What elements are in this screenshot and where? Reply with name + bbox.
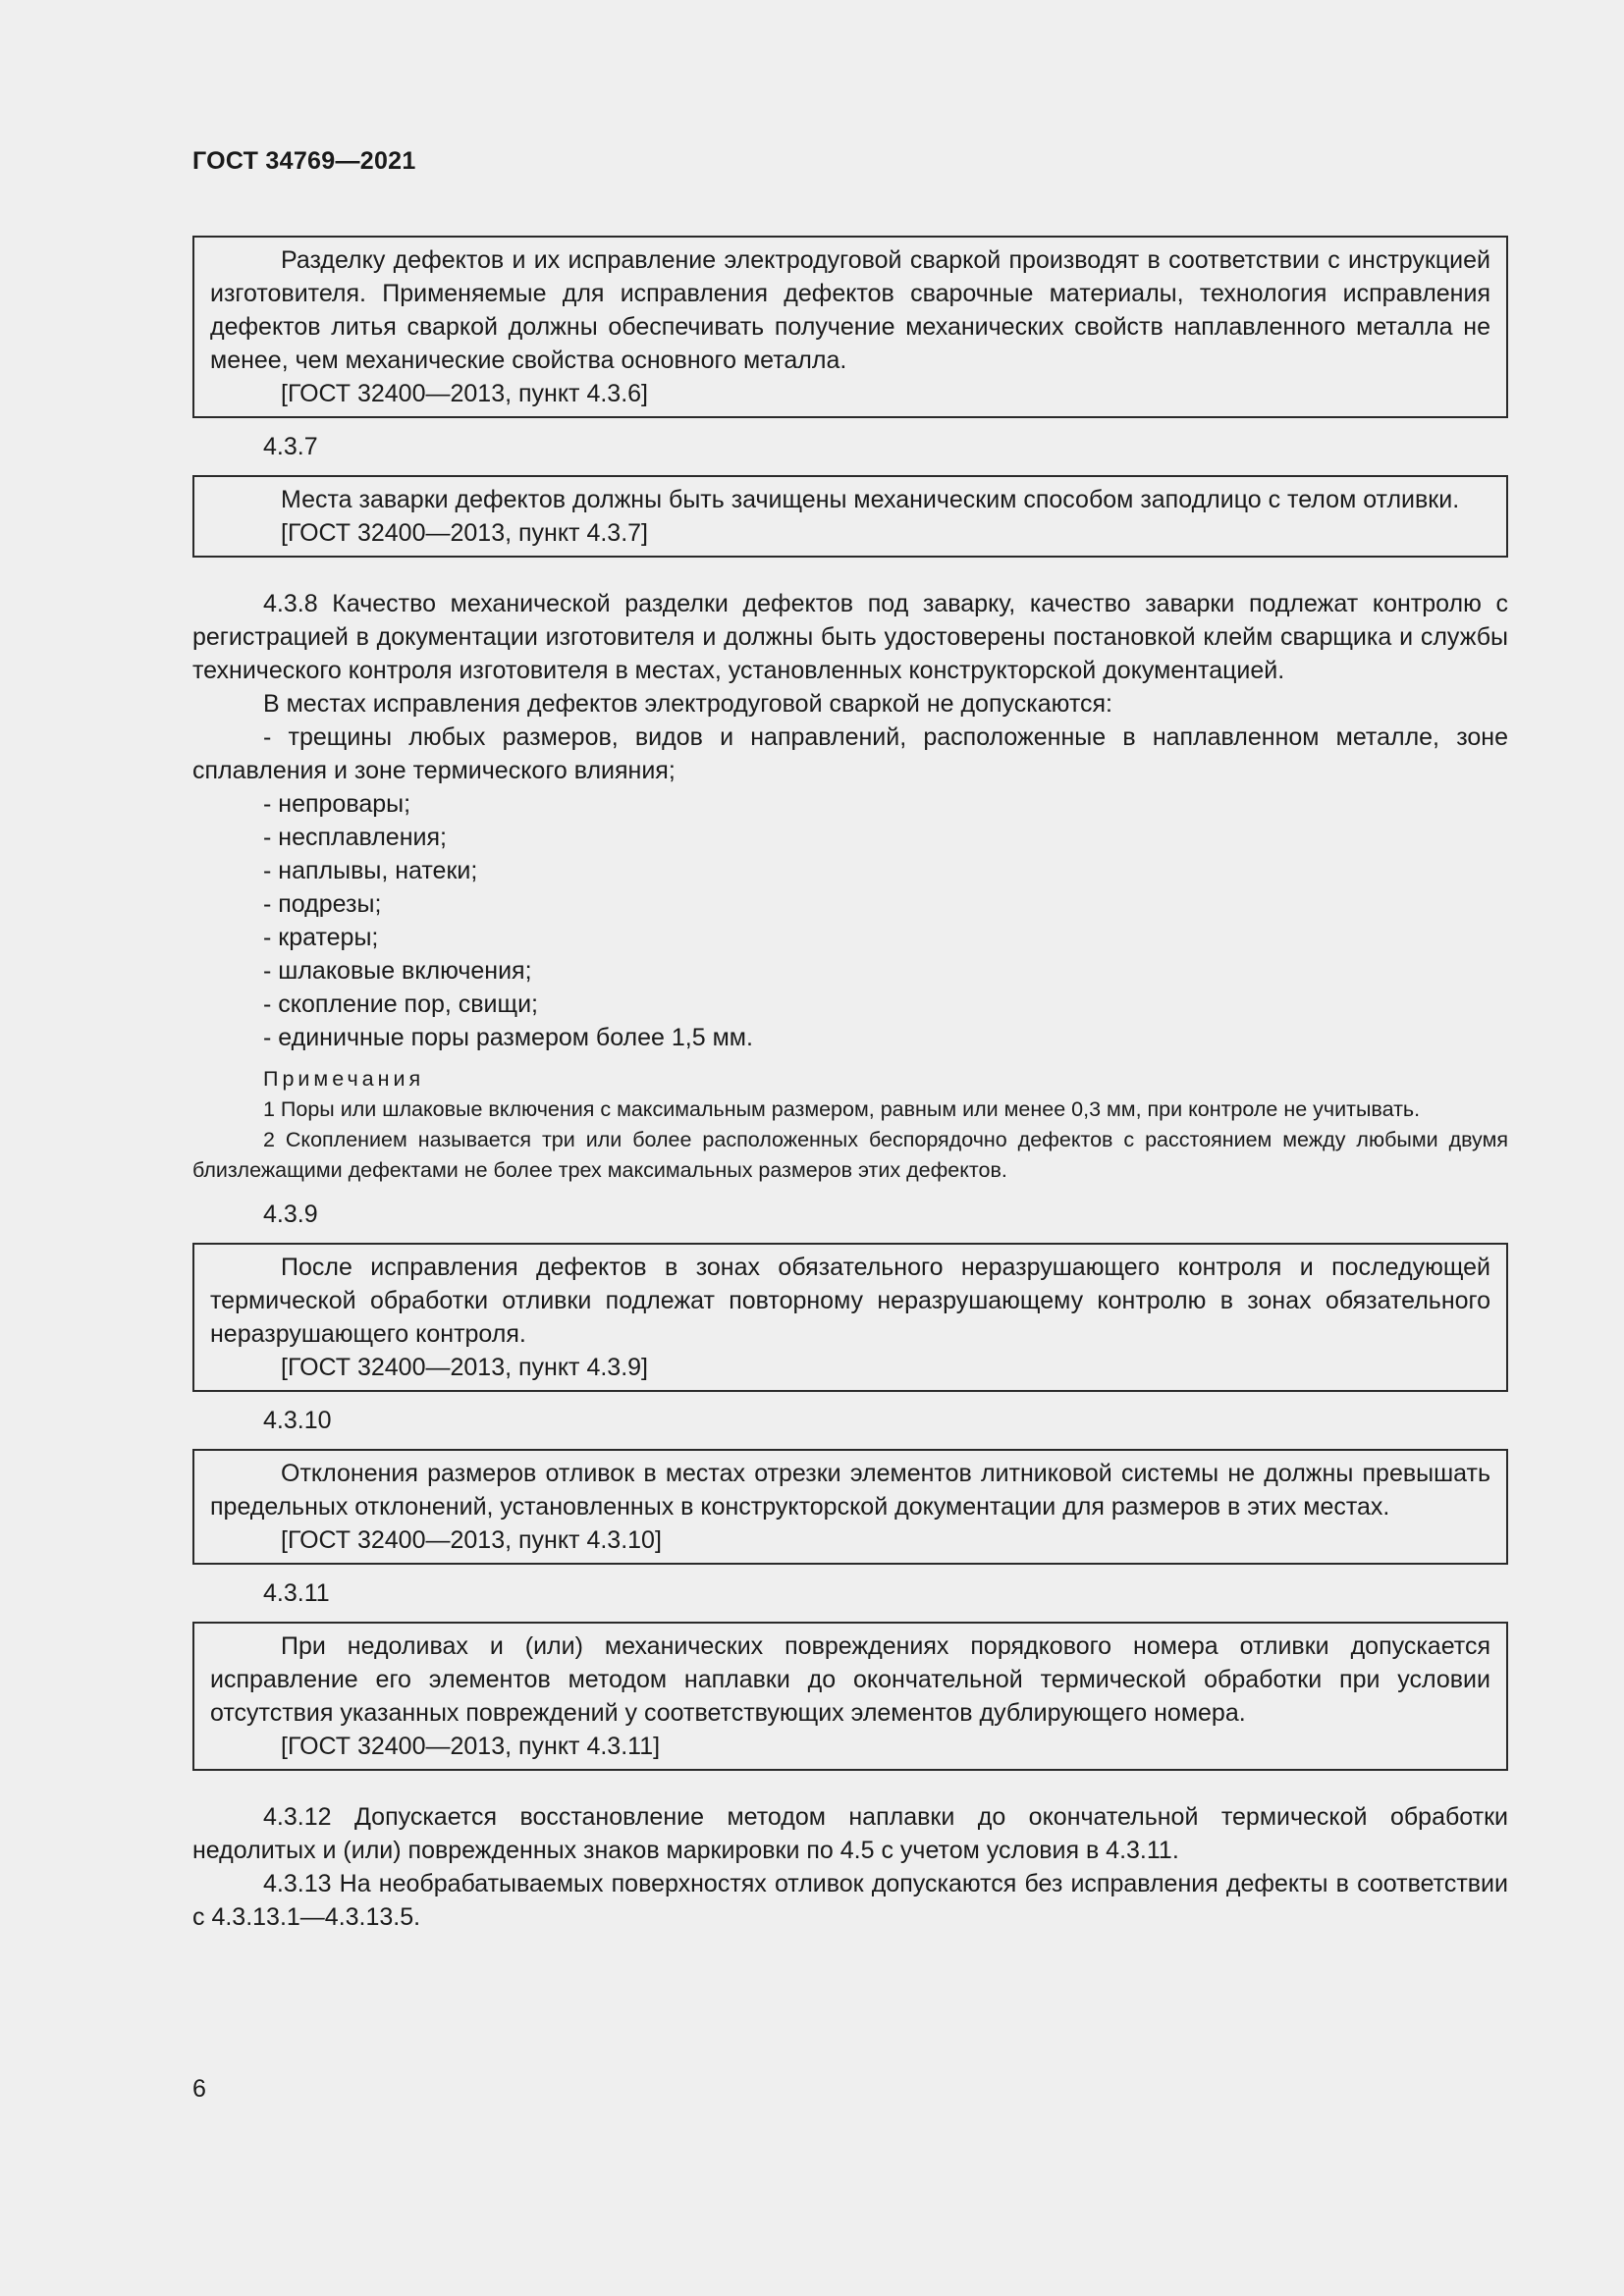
quoted-requirement-box-4311 <box>192 1622 1508 1771</box>
quoted-requirement-box-4310 <box>192 1449 1508 1565</box>
list-item: - скопление пор, свищи; <box>263 990 539 1018</box>
requirement-text: При недоливах и (или) механических повреждениях порядкового номера отливки допускается исправление его элементов методом наплавки до окончательной термической обработки при условии отсутствия указанных повреждений у соответствующих элементов дублирующего номера. <box>210 1632 1490 1727</box>
requirement-text: После исправления дефектов в зонах обязательного неразрушающего контроля и последующей термической обработки отливки подлежат повторному неразрушающему контролю в зонах обязательного неразрушающего контроля. <box>210 1254 1490 1348</box>
list-item: - непровары; <box>263 790 411 818</box>
page-content <box>192 236 1508 1934</box>
list-item: - шлаковые включения; <box>263 957 532 985</box>
list-item: - несплавления; <box>263 824 447 851</box>
list-item: - кратеры; <box>263 924 379 951</box>
requirement-reference: [ГОСТ 32400—2013, пункт 4.3.7] <box>281 519 648 547</box>
clause-4312-text: 4.3.12 Допускается восстановление методом наплавки до окончательной термической обработки недолитых и (или) поврежденных знаков маркировки по 4.5 с учетом условия в 4.3.11. <box>192 1803 1508 1864</box>
note-item: 1 Поры или шлаковые включения с максимальным размером, равным или менее 0,3 мм, при контроле не учитывать. <box>263 1097 1421 1121</box>
document-header: ГОСТ 34769—2021 <box>192 147 416 175</box>
notes-title: Примечания <box>263 1067 425 1091</box>
notes-block <box>192 1064 1508 1186</box>
clause-number: 4.3.11 <box>263 1579 330 1607</box>
clause-438-text: 4.3.8 Качество механической разделки дефектов под заварку, качество заварки подлежат контролю с регистрацией в документации изготовителя и должны быть удостоверены постановкой клейм сварщика и службы технического контроля изготовителя в местах, установленных конструкторской документацией. <box>192 590 1508 684</box>
clause-438-intro: В местах исправления дефектов электродуговой сваркой не допускаются: <box>263 690 1112 718</box>
requirement-reference: [ГОСТ 32400—2013, пункт 4.3.6] <box>281 380 648 407</box>
quoted-requirement-box-439 <box>192 1243 1508 1392</box>
clause-number: 4.3.10 <box>263 1407 332 1434</box>
quoted-requirement-box-436 <box>192 236 1508 418</box>
requirement-text: Разделку дефектов и их исправление электродуговой сваркой производят в соответствии с инструкцией изготовителя. Применяемые для исправления дефектов сварочные материалы, технология исправления дефектов литья сваркой должны обеспечивать получение механических свойств наплавленного металла не менее, чем механические свойства основного металла. <box>210 246 1490 374</box>
requirement-text: Отклонения размеров отливок в местах отрезки элементов литниковой системы не должны превышать предельных отклонений, установленных в конструкторской документации для размеров в этих местах. <box>210 1460 1490 1521</box>
requirement-reference: [ГОСТ 32400—2013, пункт 4.3.10] <box>281 1526 662 1554</box>
clause-number: 4.3.9 <box>263 1201 318 1228</box>
list-item: - трещины любых размеров, видов и направлений, расположенные в наплавленном металле, зоне сплавления и зоне термического влияния; <box>192 723 1508 784</box>
list-item: - подрезы; <box>263 890 382 918</box>
note-item: 2 Скоплением называется три или более расположенных беспорядочно дефектов с расстоянием между любыми двумя близлежащими дефектами не более трех максимальных размеров этих дефектов. <box>192 1128 1508 1182</box>
requirement-text: Места заварки дефектов должны быть зачищены механическим способом заподлицо с телом отливки. <box>281 486 1460 513</box>
quoted-requirement-box-437 <box>192 475 1508 558</box>
list-item: - наплывы, натеки; <box>263 857 478 884</box>
requirement-reference: [ГОСТ 32400—2013, пункт 4.3.11] <box>281 1733 661 1760</box>
list-item: - единичные поры размером более 1,5 мм. <box>263 1024 753 1051</box>
clause-4313-text: 4.3.13 На необрабатываемых поверхностях отливок допускаются без исправления дефекты в соответствии с 4.3.13.1—4.3.13.5. <box>192 1870 1508 1931</box>
clause-number: 4.3.7 <box>263 433 318 460</box>
page-number: 6 <box>192 2075 206 2103</box>
requirement-reference: [ГОСТ 32400—2013, пункт 4.3.9] <box>281 1354 648 1381</box>
